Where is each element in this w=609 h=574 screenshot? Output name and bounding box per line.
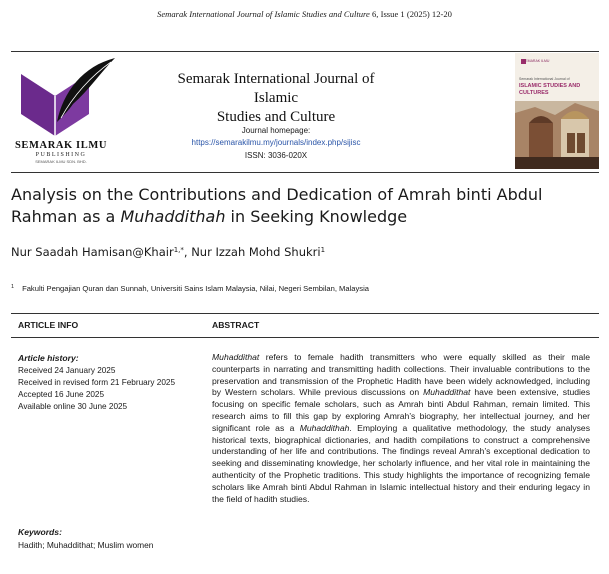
homepage-link[interactable]: https://semarakilmu.my/journals/index.php/sijisc xyxy=(191,138,361,147)
publisher-logo-subtext: PUBLISHING xyxy=(35,152,87,158)
author-list xyxy=(11,245,325,259)
journal-masthead xyxy=(11,51,599,173)
journal-title-line1: Semarak International Journal of Islamic xyxy=(177,71,375,106)
cover-art-icon xyxy=(515,53,599,169)
history-accepted: Accepted 16 June 2025 xyxy=(18,390,105,399)
article-info-heading: ARTICLE INFO xyxy=(18,320,79,330)
running-header xyxy=(0,9,609,19)
cover-publisher-text: SEMARAK ILMU xyxy=(523,59,550,63)
homepage-label: Journal homepage: xyxy=(241,126,311,135)
abstract-heading: ABSTRACT xyxy=(212,320,260,330)
cover-title-text: ISLAMIC STUDIES AND CULTURES xyxy=(519,83,581,96)
abstract-italic-term: Muhaddithat xyxy=(212,352,260,362)
running-header-issue: 6, Issue 1 (2025) 12-20 xyxy=(369,9,452,19)
publisher-logo xyxy=(11,52,121,172)
article-title-part2: in Seeking Knowledge xyxy=(225,207,408,226)
publisher-logo-text: SEMARAK ILMU xyxy=(14,140,108,151)
author-name: Nur Saadah Hamisan@Khair xyxy=(11,245,174,259)
abstract-text: have been extensive, studies focusing on specific female scholars, such as Amrah binti Abdul Rahman, remain limited. This research aims to fill this gap by exploring Amrah’s biography, her intellectual journey, and her significant role as a xyxy=(212,387,591,433)
affiliation-text: Fakulti Pengajian Quran dan Sunnah, Universiti Sains Islam Malaysia, Nilai, Negeri Sembilan, Malaysia xyxy=(22,284,370,293)
author-separator: , xyxy=(183,245,192,259)
abstract-text: refers to female hadith transmitters who were equally skilled as their male counterparts in narrating and transmitting hadith collections. Their invaluable contributions to the preservation and transmission of the Prophetic Hadith have been widely acknowledged, including by Western scholars. While previous discussions on xyxy=(212,352,590,398)
affiliation xyxy=(11,284,369,293)
journal-title xyxy=(161,70,391,127)
keywords-title: Keywords: xyxy=(18,527,62,537)
article-title-italic: Muhaddithah xyxy=(120,207,226,226)
publisher-logo-tiny-text: SEMARAK ILMU SDN. BHD. xyxy=(35,159,87,164)
abstract-body xyxy=(212,352,590,505)
affiliation-mark: 1 xyxy=(11,284,15,290)
author-affiliation-mark: 1 xyxy=(320,246,326,254)
article-history-title: Article history: xyxy=(18,353,79,363)
journal-title-line2: Studies and Culture xyxy=(216,109,336,125)
abstract-italic-term: Muhaddithah xyxy=(299,422,350,433)
author-name: Nur Izzah Mohd Shukri xyxy=(191,245,321,259)
cover-journal-text: Semarak International Journal of xyxy=(519,77,570,81)
book-quill-logo-icon xyxy=(11,52,121,142)
running-header-journal: Semarak International Journal of Islamic Studies and Culture xyxy=(157,9,370,19)
abstract-italic-term: Muhaddithat xyxy=(423,387,471,398)
abstract-text: . Employing a qualitative methodology, the study analyses historical texts, biographical dictionaries, and hadith compilations to construct a comprehensive understanding of her life and contributions. The findings reveal Amrah’s exceptional dedication to seeking and disseminating knowledge, her scholarly influence, and her vital role in maintaining the authenticity of the Prophetic traditions. This study highlights the importance of recognizing female scholars like Amrah binti Abdul Rahman in Islamic intellectual history and their enduring legacy in the field of hadith studies. xyxy=(212,422,590,504)
issn-label: ISSN: 3036-020X xyxy=(244,151,308,160)
keywords-list: Hadith; Muhaddithat; Muslim women xyxy=(18,540,154,550)
history-revised: Received in revised form 21 February 2025 xyxy=(18,378,176,387)
author-affiliation-mark: 1,* xyxy=(173,246,184,254)
article-title-part1: Analysis on the Contributions and Dedication of Amrah binti Abdul Rahman as a xyxy=(11,185,543,226)
article-info-header-bar xyxy=(11,313,599,338)
journal-cover-image xyxy=(515,53,599,169)
history-received: Received 24 January 2025 xyxy=(18,366,116,375)
history-online: Available online 30 June 2025 xyxy=(18,402,128,411)
article-title xyxy=(11,184,591,228)
